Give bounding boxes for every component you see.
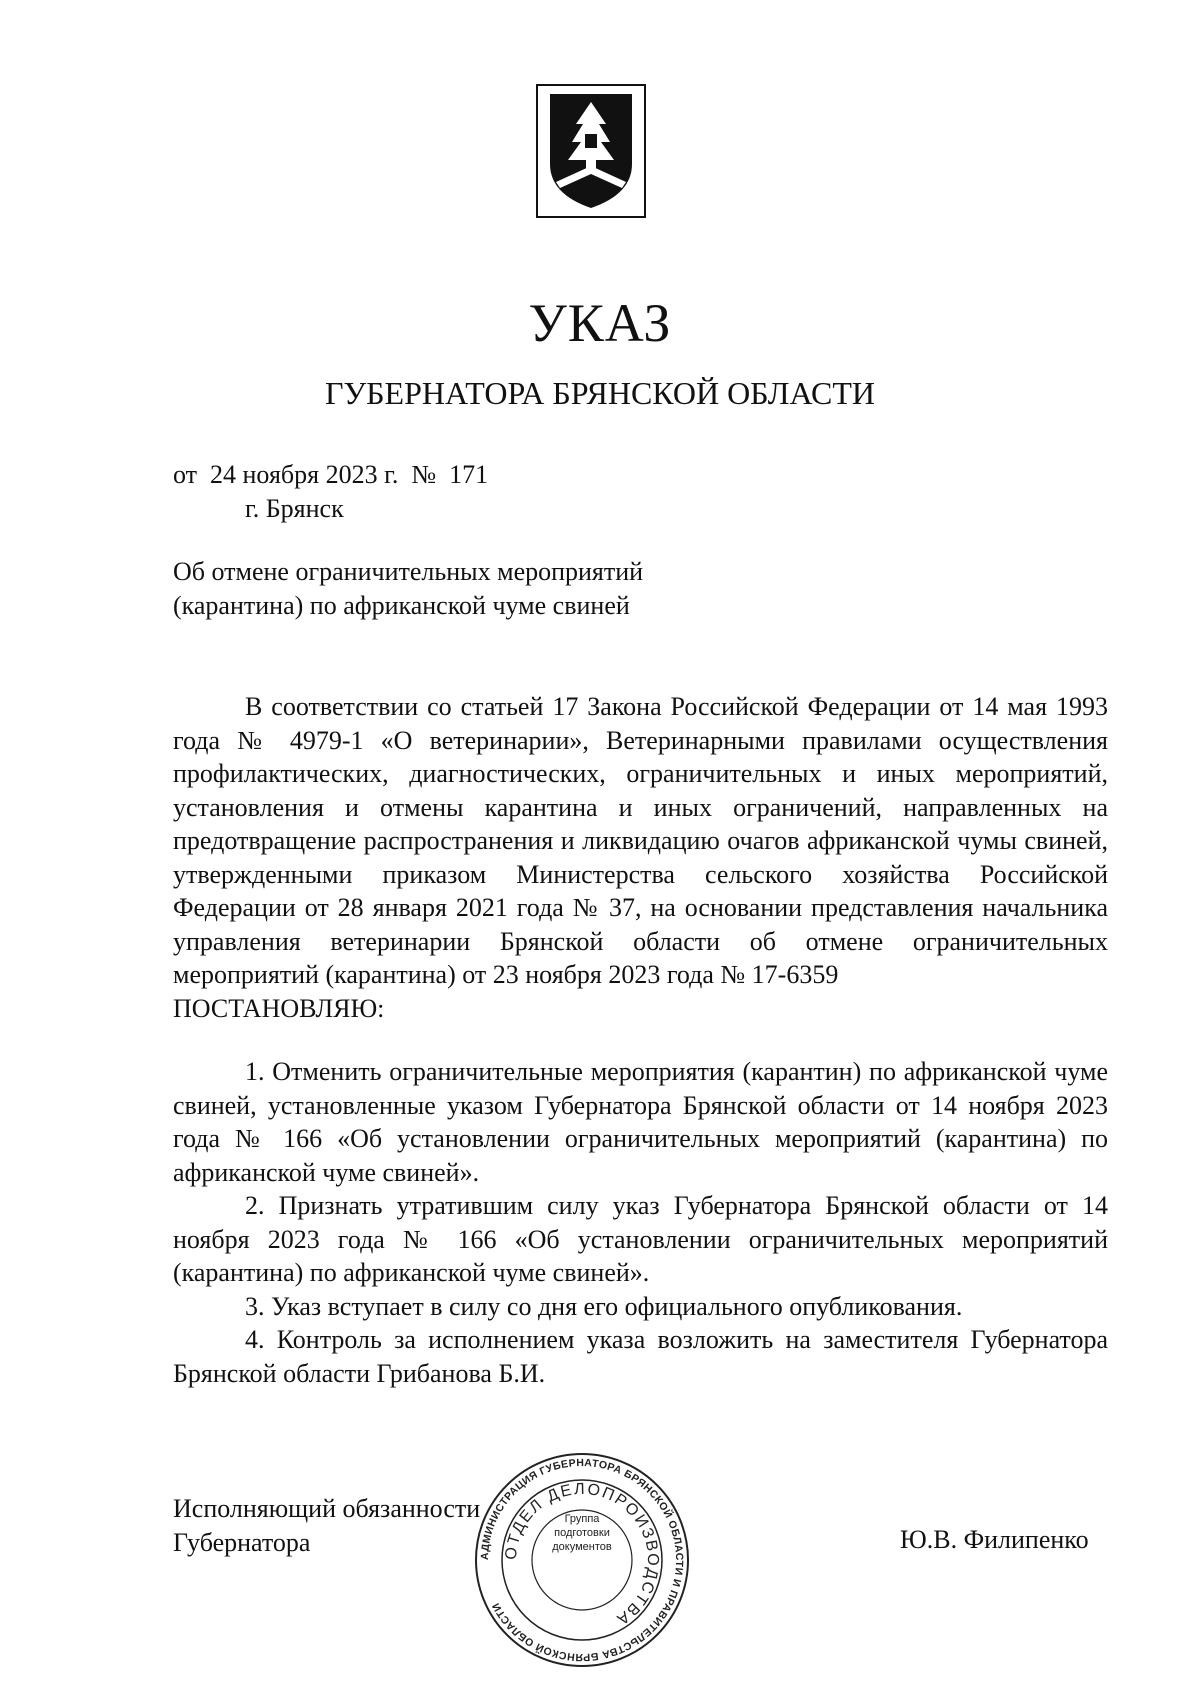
stamp-outer-text: АДМИНИСТРАЦИЯ ГУБЕРНАТОРА БРЯНСКОЙ ОБЛАСТИ И ПРАВИТЕЛЬСТВА БРЯНСКОЙ ОБЛАСТИ bbox=[478, 1456, 686, 1664]
decree-items bbox=[173, 1055, 1108, 1390]
decree-item-4: 4. Контроль за исполнением указа возложить на заместителя Губернатора Брянской области Грибанова Б.И. bbox=[173, 1325, 1108, 1388]
document-subject bbox=[173, 555, 643, 623]
signatory-name: Ю.В. Филипенко bbox=[900, 1525, 1089, 1554]
signatory-position bbox=[173, 1492, 480, 1560]
coat-of-arms-emblem bbox=[536, 84, 646, 218]
date-number-line: от 24 ноября 2023 г. № 171 bbox=[173, 460, 489, 489]
signatory-position-line-1: Исполняющий обязанности bbox=[173, 1494, 481, 1523]
decree-item-3: 3. Указ вступает в силу со дня его официального опубликования. bbox=[245, 1291, 963, 1321]
decree-item-1: 1. Отменить ограничительные мероприятия (карантин) по африканской чуме свиней, установленные указом Губернатора Брянской области от 14 ноября 2023 года № 166 «Об установлении ограничительных мероприятий (карантина) по африканской чуме свиней». bbox=[173, 1057, 1108, 1187]
decree-item-2: 2. Признать утратившим силу указ Губернатора Брянской области от 14 ноября 2023 года № 166 «Об установлении ограничительных мероприятий (карантина) по африканской чуме свиней». bbox=[173, 1191, 1108, 1287]
signatory-position-line-2: Губернатора bbox=[173, 1528, 311, 1557]
stamp-inner-text: Группа подготовки документов bbox=[552, 1513, 612, 1553]
stamp-middle-text: ОТДЕЛ ДЕЛОПРОИЗВОДСТВА bbox=[502, 1480, 662, 1629]
document-subtitle: ГУБЕРНАТОРА БРЯНСКОЙ ОБЛАСТИ bbox=[325, 375, 875, 411]
subject-line-2: (карантина) по африканской чуме свиней bbox=[173, 591, 630, 620]
document-body bbox=[173, 690, 1108, 1390]
subject-line-1: Об отмене ограничительных мероприятий bbox=[173, 557, 644, 586]
document-title: УКАЗ bbox=[528, 293, 672, 353]
preamble-paragraph: В соответствии со статьей 17 Закона Российской Федерации от 14 мая 1993 года № 4979-1 «О ветеринарии», Ветеринарными правилами осуществления профилактических, диагностических, ограничительных и иных мероприятий, установления и отмены карантина и иных ограничений, направленных на предотвращение распространения и ликвидацию очагов африканской чумы свиней, утвержденными приказом Министерства сельского хозяйства Российской Федерации от 28 января 2021 года № 37, на основании представления начальника управления ветеринарии Брянской области об отмене ограничительных мероприятий (карантина) от 23 ноября 2023 года № 17-6359 bbox=[173, 692, 1108, 989]
city-line: г. Брянск bbox=[245, 494, 344, 523]
official-stamp bbox=[472, 1450, 692, 1670]
decree-word: ПОСТАНОВЛЯЮ: bbox=[173, 993, 385, 1023]
